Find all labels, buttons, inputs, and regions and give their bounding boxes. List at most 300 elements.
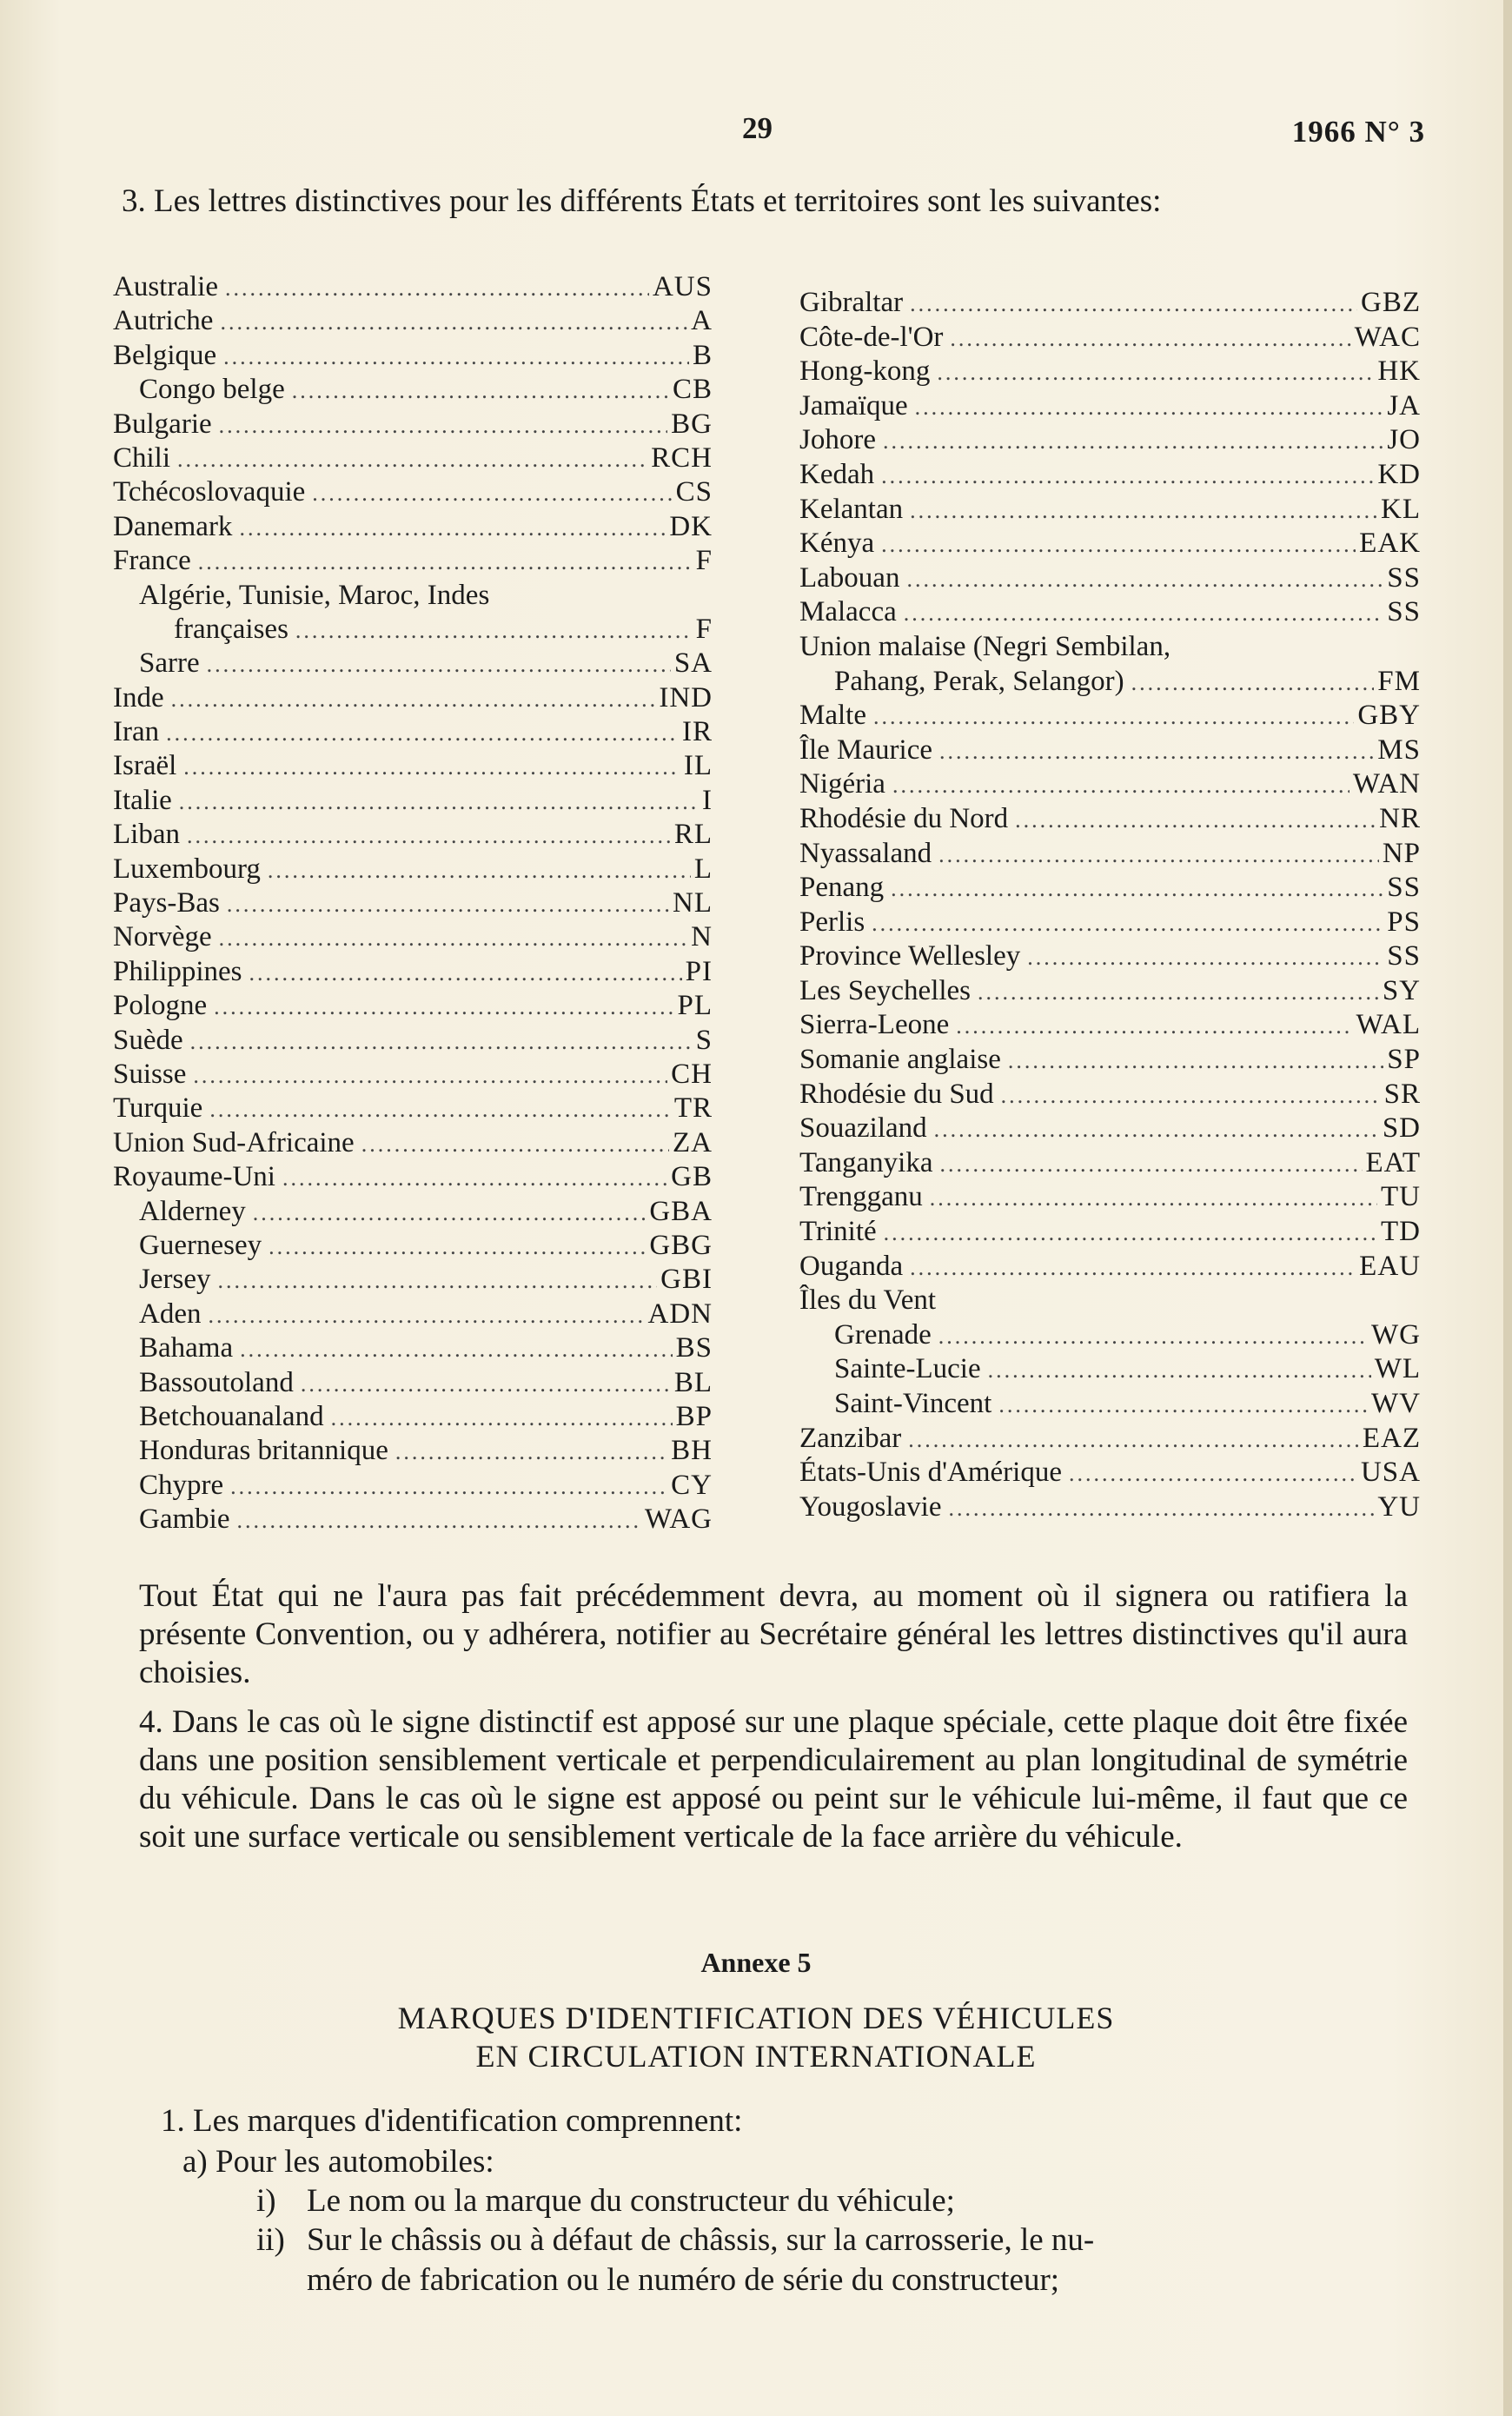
dot-leader — [872, 911, 1383, 937]
list-item — [799, 390, 1421, 425]
list-item — [799, 1251, 1421, 1285]
list-item — [113, 921, 713, 955]
country-name: Souaziland — [799, 1112, 927, 1145]
country-name: Suède — [113, 1024, 183, 1056]
list-item — [799, 1147, 1421, 1182]
annex-item-ii — [256, 2220, 1412, 2300]
distinguishing-code: BP — [675, 1400, 713, 1432]
country-name: Union malaise (Negri Sembilan, — [799, 630, 1171, 662]
country-name: Sierra-Leone — [799, 1009, 950, 1041]
dot-leader — [183, 754, 680, 780]
dot-leader — [884, 1220, 1377, 1246]
distinguishing-code: WAC — [1354, 321, 1421, 353]
distinguishing-code: FM — [1377, 665, 1421, 697]
country-name: Nigéria — [799, 768, 885, 800]
distinguishing-code: F — [695, 545, 713, 577]
distinguishing-code: GBZ — [1361, 287, 1421, 318]
country-name: Yougoslavie — [799, 1490, 942, 1523]
dot-leader — [892, 773, 1350, 799]
distinguishing-code: SD — [1382, 1112, 1421, 1145]
country-name: Province Wellesley — [799, 940, 1021, 972]
list-item — [799, 734, 1421, 769]
country-name: Bulgarie — [113, 408, 212, 440]
list-item — [113, 442, 713, 476]
country-name: Trengganu — [799, 1181, 923, 1213]
dot-leader — [908, 1427, 1359, 1453]
dot-leader — [301, 1371, 671, 1397]
list-item — [799, 1112, 1421, 1147]
distinguishing-code: NR — [1379, 802, 1421, 834]
country-name: États-Unis d'Amérique — [799, 1457, 1062, 1489]
annex-item-i-text: Le nom ou la marque du constructeur du véhicule; — [307, 2183, 955, 2219]
country-name: Perlis — [799, 906, 865, 938]
dot-leader — [177, 447, 647, 473]
dot-leader — [331, 1405, 673, 1431]
country-name: Gambie — [139, 1503, 230, 1536]
list-item — [113, 819, 713, 853]
list-item — [113, 716, 713, 750]
country-name: Côte-de-l'Or — [799, 321, 944, 353]
country-name: Les Seychelles — [799, 974, 972, 1006]
dot-leader — [904, 601, 1384, 627]
country-name: Danemark — [113, 510, 233, 542]
country-name: Chypre — [139, 1469, 224, 1501]
distinguishing-code: WAL — [1356, 1009, 1421, 1041]
distinguishing-code: SS — [1387, 561, 1421, 594]
country-name: Royaume-Uni — [113, 1161, 275, 1193]
country-name: Congo belge — [139, 374, 285, 406]
country-name: Belgique — [113, 339, 217, 371]
list-item — [113, 1161, 713, 1195]
distinguishing-code: TR — [673, 1092, 713, 1125]
list-item — [799, 424, 1421, 459]
list-item — [799, 1388, 1421, 1423]
list-item — [799, 1181, 1421, 1216]
distinguishing-code: BG — [671, 408, 713, 440]
distinguishing-code: PI — [685, 955, 713, 987]
list-item — [799, 1319, 1421, 1354]
list-item — [799, 838, 1421, 873]
dot-leader — [1001, 1083, 1381, 1109]
list-item — [113, 682, 713, 716]
list-item — [113, 1196, 713, 1230]
dot-leader — [312, 481, 672, 507]
dot-leader — [949, 1496, 1375, 1522]
country-name: Îles du Vent — [799, 1284, 937, 1317]
dot-leader — [190, 1029, 693, 1055]
dot-leader — [881, 463, 1374, 489]
list-item — [113, 1230, 713, 1264]
list-item — [799, 666, 1421, 700]
list-item — [113, 1092, 713, 1126]
dot-leader — [207, 652, 671, 678]
country-name: Union Sud-Africaine — [113, 1126, 355, 1158]
list-item — [799, 872, 1421, 906]
list-item — [799, 1284, 1421, 1319]
dot-leader — [1131, 670, 1375, 696]
country-name: Trinité — [799, 1216, 877, 1248]
dot-leader — [934, 1117, 1379, 1143]
list-item — [799, 528, 1421, 562]
dot-leader — [239, 515, 666, 541]
annex-heading-line2: EN CIRCULATION INTERNATIONALE — [475, 2039, 1037, 2074]
dot-leader — [198, 549, 693, 575]
country-name: Zanzibar — [799, 1422, 902, 1454]
distinguishing-code: AUS — [652, 271, 713, 302]
distinguishing-code: BH — [671, 1435, 713, 1467]
distinguishing-code: IND — [659, 681, 713, 714]
distinguishing-code: N — [691, 921, 713, 953]
dot-leader — [361, 1132, 669, 1158]
dot-leader — [179, 789, 699, 815]
dot-leader — [881, 532, 1356, 558]
country-name: françaises — [174, 613, 288, 645]
country-name: Liban — [113, 819, 180, 851]
dot-leader — [939, 739, 1374, 765]
country-name: Italie — [113, 784, 172, 816]
dot-leader — [214, 994, 673, 1020]
distinguishing-code: GBA — [649, 1195, 713, 1227]
distinguishing-code: IL — [683, 750, 713, 782]
country-name: Labouan — [799, 561, 900, 594]
distinguishing-code: BS — [675, 1332, 713, 1364]
distinguishing-code: CH — [671, 1058, 713, 1090]
country-name: Iran — [113, 716, 160, 748]
country-name: Rhodésie du Sud — [799, 1078, 994, 1110]
annex-item-ii-text-line2: méro de fabrication ou le numéro de série du constructeur; — [307, 2262, 1060, 2298]
annex-item-a: a) Pour les automobiles: — [182, 2144, 494, 2180]
country-name: Sainte-Lucie — [834, 1353, 981, 1385]
annex-item-i — [256, 2181, 1412, 2221]
list-item — [799, 1216, 1421, 1251]
annex-item-1: 1. Les marques d'identification comprennent: — [161, 2103, 743, 2139]
annex-heading — [0, 1999, 1512, 2075]
distinguishing-code: RL — [673, 819, 713, 851]
dot-leader — [187, 823, 671, 849]
left-column-list — [113, 271, 713, 1537]
distinguishing-code: RCH — [651, 441, 713, 474]
dot-leader — [268, 858, 691, 884]
country-name: Chili — [113, 441, 171, 474]
list-item — [113, 1059, 713, 1092]
distinguishing-code: KL — [1381, 493, 1421, 525]
distinguishing-code: WAG — [644, 1503, 713, 1536]
dot-leader — [873, 704, 1354, 730]
country-name: Kedah — [799, 458, 875, 490]
dot-leader — [883, 428, 1383, 455]
list-item — [799, 562, 1421, 597]
list-item — [799, 700, 1421, 734]
country-name: Autriche — [113, 305, 214, 337]
list-item — [113, 305, 713, 339]
distinguishing-code: MS — [1377, 733, 1421, 766]
dot-leader — [910, 1255, 1356, 1281]
dot-leader — [910, 498, 1377, 524]
distinguishing-code: SS — [1387, 940, 1421, 972]
dot-leader — [938, 842, 1379, 868]
dot-leader — [292, 378, 669, 404]
dot-leader — [1008, 1048, 1383, 1074]
distinguishing-code: YU — [1377, 1490, 1421, 1523]
annex-item-ii-number: ii) — [256, 2222, 285, 2258]
dot-leader — [227, 892, 669, 918]
list-item — [799, 906, 1421, 941]
distinguishing-code: CY — [671, 1469, 713, 1501]
distinguishing-code: SY — [1382, 974, 1421, 1006]
header-year-number: 1966 N° 3 — [1291, 115, 1425, 149]
country-name: Jersey — [139, 1264, 211, 1296]
list-item — [799, 1044, 1421, 1079]
list-item — [113, 750, 713, 784]
dot-leader — [1015, 807, 1376, 833]
country-name: Tchécoslovaquie — [113, 476, 306, 508]
dot-leader — [209, 1097, 671, 1123]
distinguishing-code: IR — [682, 716, 713, 748]
country-name: France — [113, 545, 191, 577]
distinguishing-code: DK — [669, 510, 713, 542]
dot-leader — [225, 275, 649, 302]
list-item — [113, 1127, 713, 1161]
list-item — [113, 1367, 713, 1401]
country-name: Betchouanaland — [139, 1400, 324, 1432]
distinguishing-code: NL — [673, 887, 713, 919]
country-name: Pays-Bas — [113, 887, 220, 919]
distinguishing-code: B — [692, 339, 713, 371]
country-name: Penang — [799, 872, 885, 904]
country-name: Pologne — [113, 990, 208, 1022]
country-name: Ouganda — [799, 1250, 904, 1282]
dot-leader — [891, 876, 1383, 902]
list-item — [799, 768, 1421, 803]
distinguishing-code: EAT — [1365, 1146, 1421, 1178]
country-name: Tanganyika — [799, 1146, 933, 1178]
dot-leader — [253, 1200, 647, 1226]
list-item — [799, 940, 1421, 975]
country-name: Bahama — [139, 1332, 234, 1364]
list-item — [113, 887, 713, 921]
dot-leader — [249, 960, 682, 986]
distinguishing-code: JA — [1387, 389, 1421, 421]
country-name: Honduras britannique — [139, 1435, 388, 1467]
distinguishing-code: PL — [677, 990, 713, 1022]
country-name: Israël — [113, 750, 177, 782]
distinguishing-code: SP — [1387, 1044, 1421, 1076]
country-name: Gibraltar — [799, 287, 904, 318]
country-name: Rhodésie du Nord — [799, 802, 1009, 834]
dot-leader — [171, 687, 656, 713]
distinguishing-code: KD — [1377, 458, 1421, 490]
list-item — [113, 1435, 713, 1469]
country-name: Inde — [113, 681, 164, 714]
distinguishing-code: JO — [1387, 424, 1421, 456]
dot-leader — [240, 1337, 673, 1363]
distinguishing-code: S — [695, 1024, 713, 1056]
country-name: Turquie — [113, 1092, 203, 1125]
list-item — [113, 476, 713, 510]
list-item — [113, 990, 713, 1024]
dot-leader — [938, 1324, 1368, 1350]
distinguishing-code: I — [702, 784, 713, 816]
distinguishing-code: WV — [1371, 1388, 1421, 1419]
list-item — [799, 975, 1421, 1010]
list-item — [113, 340, 713, 374]
list-item — [799, 1423, 1421, 1457]
distinguishing-code: PS — [1387, 906, 1421, 938]
list-item — [799, 1353, 1421, 1388]
country-name: Malte — [799, 700, 866, 732]
dot-leader — [219, 413, 668, 439]
distinguishing-code: L — [693, 853, 713, 885]
distinguishing-code: TD — [1381, 1216, 1421, 1248]
distinguishing-code: NP — [1382, 837, 1421, 869]
list-item — [113, 511, 713, 545]
country-name: Kelantan — [799, 493, 904, 525]
distinguishing-code: ADN — [647, 1298, 713, 1330]
list-item — [113, 580, 713, 614]
annex-item-i-number: i) — [256, 2183, 276, 2219]
country-name: Malacca — [799, 596, 897, 628]
country-name: Aden — [139, 1298, 202, 1330]
distinguishing-code: EAZ — [1362, 1422, 1421, 1454]
dot-leader — [998, 1392, 1368, 1418]
country-name: Norvège — [113, 921, 212, 953]
distinguishing-code: GB — [671, 1161, 713, 1193]
country-name: Île Maurice — [799, 733, 932, 766]
dot-leader — [978, 979, 1379, 1006]
dot-leader — [1069, 1461, 1357, 1487]
country-name: Pahang, Perak, Selangor) — [834, 665, 1124, 697]
country-name: Australie — [113, 271, 218, 302]
list-item — [113, 545, 713, 579]
paragraph-4: 4. Dans le cas où le signe distinctif est apposé sur une plaque spéciale, cette plaque doit être fixée dans une position sensiblement verticale et perpendiculairement au plan longitudinal de symétrie du véhicule. Dans le cas où le signe est apposé ou peint sur le véhicule lui-même, il faut que ce soit une surface verticale ou sensiblement verticale de la face arrière du véhicule. — [139, 1704, 1408, 1855]
list-item — [113, 1470, 713, 1503]
country-name: Grenade — [834, 1318, 932, 1351]
country-name: Somanie anglaise — [799, 1044, 1001, 1076]
list-item — [113, 1401, 713, 1435]
list-item — [113, 408, 713, 442]
dot-leader — [939, 1152, 1362, 1178]
country-name: Bassoutoland — [139, 1366, 294, 1398]
list-item — [113, 271, 713, 305]
list-item — [113, 853, 713, 887]
dot-leader — [193, 1063, 667, 1089]
distinguishing-code: F — [695, 613, 713, 645]
dot-leader — [230, 1474, 667, 1500]
distinguishing-code: A — [691, 305, 713, 337]
list-item — [799, 1457, 1421, 1491]
distinguishing-code: ZA — [673, 1126, 713, 1158]
dot-leader — [236, 1508, 640, 1534]
right-column-list — [799, 287, 1421, 1525]
distinguishing-code: HK — [1377, 355, 1421, 388]
country-name: Alderney — [139, 1195, 246, 1227]
dot-leader — [217, 1268, 657, 1294]
list-item — [799, 459, 1421, 494]
dot-leader — [295, 618, 693, 644]
dot-leader — [269, 1234, 646, 1260]
list-item — [799, 803, 1421, 838]
distinguishing-code: EAU — [1359, 1250, 1421, 1282]
distinguishing-code: USA — [1360, 1457, 1421, 1489]
country-name: Nyassaland — [799, 837, 932, 869]
list-item — [113, 956, 713, 990]
list-item — [799, 1079, 1421, 1113]
country-name: Philippines — [113, 955, 242, 987]
distinguishing-code: GBY — [1357, 700, 1421, 732]
country-name: Johore — [799, 424, 876, 456]
country-name: Hong-kong — [799, 355, 931, 388]
dot-leader — [223, 344, 689, 370]
country-name: Sarre — [139, 647, 200, 680]
list-item — [799, 494, 1421, 528]
distinguishing-code: SS — [1387, 596, 1421, 628]
list-item — [799, 631, 1421, 666]
dot-leader — [930, 1185, 1377, 1211]
list-item — [113, 647, 713, 681]
distinguishing-code: CB — [672, 374, 713, 406]
country-name: Algérie, Tunisie, Maroc, Indes — [139, 579, 490, 611]
page-number: 29 — [742, 111, 773, 145]
distinguishing-code: WL — [1374, 1353, 1421, 1385]
intro-paragraph: 3. Les lettres distinctives pour les différents États et territoires sont les suivantes: — [122, 183, 1162, 219]
distinguishing-code: GBI — [660, 1264, 713, 1296]
country-name: Saint-Vincent — [834, 1388, 992, 1419]
dot-leader — [1027, 945, 1383, 971]
country-name: Kénya — [799, 528, 875, 560]
distinguishing-code: GBG — [649, 1229, 713, 1261]
list-item — [113, 785, 713, 819]
distinguishing-code: BL — [673, 1366, 713, 1398]
annex-heading-line1: MARQUES D'IDENTIFICATION DES VÉHICULES — [397, 2001, 1115, 2035]
country-name: Jamaïque — [799, 389, 908, 421]
list-item — [799, 287, 1421, 322]
dot-leader — [208, 1303, 644, 1329]
list-item — [113, 374, 713, 408]
dot-leader — [219, 926, 688, 952]
dot-leader — [906, 567, 1383, 593]
dot-leader — [282, 1165, 667, 1191]
country-name: Suisse — [113, 1058, 187, 1090]
distinguishing-code: SS — [1387, 872, 1421, 904]
distinguishing-code: SA — [673, 647, 713, 680]
list-item — [113, 1503, 713, 1537]
distinguishing-code: WAN — [1352, 768, 1421, 800]
dot-leader — [956, 1013, 1352, 1039]
list-item — [799, 1009, 1421, 1044]
distinguishing-code: SR — [1383, 1078, 1421, 1110]
paragraph-notification: Tout État qui ne l'aura pas fait précédemment devra, au moment où il signera ou ratifiera la présente Convention, ou y adhérera, notifier au Secrétaire général les lettres distinctives qu'il aura choisies. — [139, 1578, 1408, 1690]
country-name: Guernesey — [139, 1229, 262, 1261]
list-item — [113, 1025, 713, 1059]
list-item — [799, 355, 1421, 390]
list-item — [113, 1332, 713, 1366]
distinguishing-code: TU — [1381, 1181, 1421, 1213]
dot-leader — [950, 326, 1350, 352]
dot-leader — [395, 1439, 667, 1465]
list-item — [799, 1491, 1421, 1526]
annex-title: Annexe 5 — [700, 1947, 812, 1978]
dot-leader — [937, 360, 1374, 386]
list-item — [113, 1298, 713, 1332]
list-item — [799, 322, 1421, 356]
country-name: Luxembourg — [113, 853, 261, 885]
list-item — [113, 614, 713, 647]
list-item — [113, 1264, 713, 1298]
distinguishing-code: WG — [1371, 1318, 1421, 1351]
distinguishing-code: EAK — [1359, 528, 1421, 560]
dot-leader — [220, 309, 687, 335]
dot-leader — [910, 291, 1357, 317]
